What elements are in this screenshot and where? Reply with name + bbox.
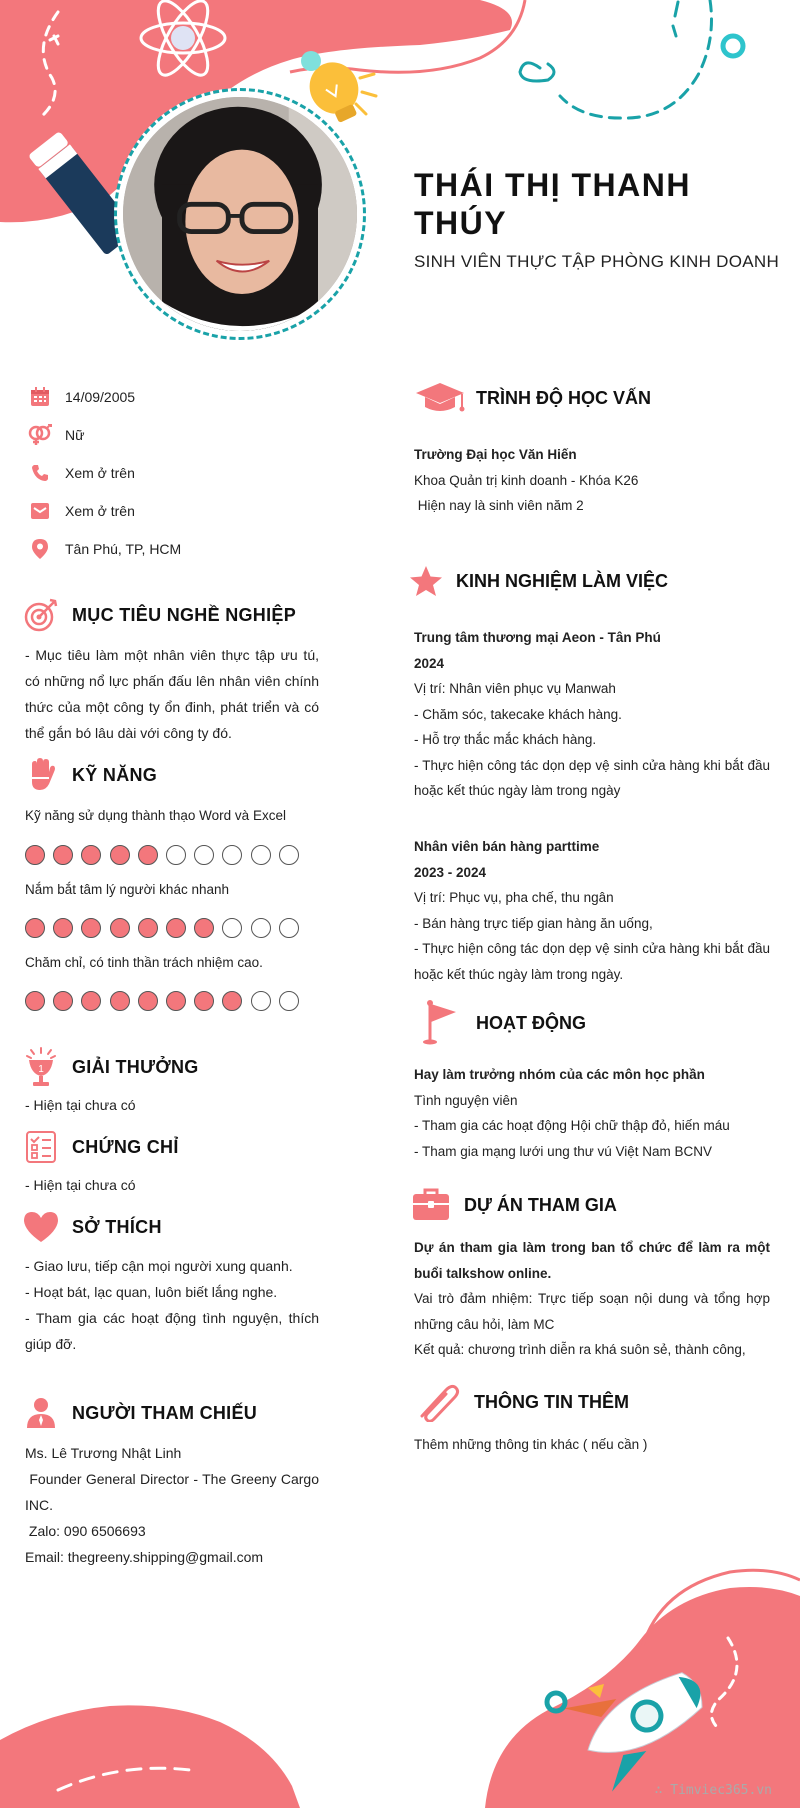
watermark: ∴ Timviec365.vn [654, 1783, 772, 1798]
skill-dot-empty [279, 845, 299, 865]
contact-email [28, 499, 135, 523]
skill-dot-empty [251, 845, 271, 865]
checklist-icon [22, 1128, 60, 1166]
phone-icon [28, 461, 52, 485]
more-title: THÔNG TIN THÊM [474, 1391, 629, 1412]
candidate-name: THÁI THỊ THANH THÚY [414, 167, 691, 241]
experience-period: 2024 [414, 655, 445, 671]
activities-line: Tình nguyện viên [414, 1092, 518, 1108]
experience-job [414, 625, 770, 804]
skill-rating [25, 845, 299, 865]
activities-heading [414, 1003, 586, 1043]
skill-dot-empty [279, 991, 299, 1011]
skill-dot-filled [25, 918, 45, 938]
certificates-title: CHỨNG CHỈ [72, 1136, 179, 1157]
activities-heading-text: Hay làm trưởng nhóm của các môn học phần [414, 1067, 705, 1082]
reference-line: Founder General Director - The Greeny Cargo INC. [25, 1471, 323, 1513]
contact-gender [28, 423, 84, 447]
education-heading [414, 378, 651, 418]
skill-dot-filled [166, 918, 186, 938]
reference-line: Email: thegreeny.shipping@gmail.com [25, 1549, 264, 1565]
skill-dot-filled [81, 845, 101, 865]
briefcase-icon [408, 1185, 454, 1225]
target-icon [22, 596, 60, 634]
more-text: Thêm những thông tin khác ( nếu cần ) [414, 1437, 648, 1452]
contact-birthday-text: 14/09/2005 [65, 389, 136, 405]
projects-heading-text: Dự án tham gia làm trong ban tổ chức để làm ra một buổi talkshow online. [414, 1240, 770, 1281]
experience-job [414, 834, 770, 987]
email-icon [28, 499, 52, 523]
hobbies-text [25, 1253, 319, 1357]
paperclip-icon [412, 1382, 464, 1422]
hobby-line: - Giao lưu, tiếp cận mọi người xung quanh. [25, 1258, 293, 1274]
certificates-heading [22, 1128, 179, 1166]
experience-company: Nhân viên bán hàng parttime [414, 839, 600, 854]
activities-text [414, 1062, 770, 1164]
experience-line: - Chăm sóc, takecake khách hàng. [414, 706, 622, 722]
skill-dot-filled [53, 918, 73, 938]
skill-dot-filled [138, 845, 158, 865]
contact-address-text: Tân Phú, TP, HCM [65, 541, 182, 557]
hobbies-title: SỞ THÍCH [72, 1216, 162, 1237]
awards-heading [22, 1048, 199, 1086]
star-icon [406, 561, 446, 601]
experience-company: Trung tâm thương mại Aeon - Tân Phú [414, 630, 661, 645]
experience-line: - Thực hiện công tác dọn dẹp vệ sinh cửa hàng khi bắt đầu hoặc kết thúc ngày làm trong ngày. [414, 941, 770, 982]
skills-title: KỸ NĂNG [72, 764, 158, 785]
skill-dot-filled [222, 991, 242, 1011]
education-line: Khoa Quản trị kinh doanh - Khóa K26 [414, 472, 639, 488]
projects-text [414, 1235, 770, 1363]
skill-dot-filled [110, 991, 130, 1011]
activities-line: - Tham gia mạng lưới ung thư vú Việt Nam BCNV [414, 1143, 713, 1159]
profile-photo-image [123, 97, 357, 331]
contact-gender-text: Nữ [65, 427, 85, 443]
activities-title: HOẠT ĐỘNG [476, 1012, 586, 1033]
awards-text: - Hiện tại chưa có [25, 1097, 136, 1113]
experience-line: - Thực hiện công tác dọn dẹp vệ sinh cửa hàng khi bắt đầu hoặc kết thúc ngày làm trong ngày [414, 757, 770, 798]
skill-dot-filled [53, 991, 73, 1011]
skill-name: Chăm chỉ, có tinh thần trách nhiệm cao. [25, 955, 263, 970]
projects-line: Vai trò đảm nhiệm: Trực tiếp soạn nội dung và tổng hợp những câu hỏi, làm MC [414, 1291, 770, 1332]
projects-title: DỰ ÁN THAM GIA [464, 1194, 617, 1215]
skill-dot-empty [251, 918, 271, 938]
skill-dot-filled [110, 918, 130, 938]
hobbies-heading [22, 1208, 162, 1246]
hobby-line: - Tham gia các hoạt động tình nguyện, thích giúp đỡ. [25, 1310, 319, 1352]
hobby-line: - Hoạt bát, lạc quan, luôn biết lắng nghe. [25, 1284, 278, 1300]
svg-text:1: 1 [38, 1064, 44, 1075]
skill-rating [25, 991, 299, 1011]
projects-heading [408, 1185, 617, 1225]
education-title: TRÌNH ĐỘ HỌC VẤN [476, 387, 651, 408]
contact-phone-text: Xem ở trên [65, 465, 135, 481]
skill-dot-empty [222, 845, 242, 865]
skill-dot-filled [110, 845, 130, 865]
skill-dot-empty [279, 918, 299, 938]
flag-icon [414, 1003, 466, 1043]
awards-title: GIẢI THƯỞNG [72, 1056, 199, 1077]
education-text [414, 442, 770, 519]
skill-dot-empty [222, 918, 242, 938]
skill-dot-empty [166, 845, 186, 865]
candidate-position: SINH VIÊN THỰC TẬP PHÒNG KINH DOANH [414, 252, 780, 271]
activities-line: - Tham gia các hoạt động Hội chữ thập đỏ, hiến máu [414, 1118, 730, 1133]
skill-dot-filled [194, 918, 214, 938]
reference-line: Ms. Lê Trương Nhật Linh [25, 1445, 182, 1461]
reference-title: NGƯỜI THAM CHIẾU [72, 1402, 258, 1423]
experience-period: 2023 - 2024 [414, 864, 487, 880]
profile-photo [114, 88, 366, 340]
skill-rating [25, 918, 299, 938]
heart-icon [22, 1208, 60, 1246]
skill-dot-filled [25, 845, 45, 865]
contact-address [28, 537, 181, 561]
skill-dot-filled [138, 991, 158, 1011]
skill-dot-empty [194, 845, 214, 865]
contact-email-text: Xem ở trên [65, 503, 135, 519]
calendar-icon [28, 385, 52, 409]
experience-line: - Hỗ trợ thắc mắc khách hàng. [414, 732, 597, 747]
reference-line: Zalo: 090 6506693 [25, 1523, 146, 1539]
graduation-cap-icon [414, 378, 466, 418]
gender-icon [28, 423, 52, 447]
objective-heading [22, 596, 296, 634]
objective-text: - Mục tiêu làm một nhân viên thực tập ưu tú, có những nổ lực phấn đấu lên nhân viên chính thức của một công ty ổn đinh, phát triển và có thể gắn bó lâu dài với công ty đó. [25, 647, 319, 741]
skill-name: Kỹ năng sử dụng thành thạo Word và Excel [25, 808, 286, 823]
skill-dot-filled [81, 991, 101, 1011]
more-heading [412, 1382, 629, 1422]
location-icon [28, 537, 52, 561]
skills-heading [22, 756, 157, 794]
skill-dot-filled [25, 991, 45, 1011]
experience-line: Vị trí: Phục vụ, pha chế, thu ngân [414, 890, 614, 905]
person-icon [22, 1394, 60, 1432]
trophy-icon [22, 1048, 60, 1086]
skill-dot-filled [166, 991, 186, 1011]
skill-dot-filled [138, 918, 158, 938]
hand-icon [22, 756, 60, 794]
education-school: Trường Đại học Văn Hiến [414, 447, 577, 462]
education-line: Hiện nay là sinh viên năm 2 [414, 498, 584, 513]
skill-dot-empty [251, 991, 271, 1011]
reference-heading [22, 1394, 257, 1432]
experience-heading [406, 561, 668, 601]
contact-birthday [28, 385, 135, 409]
certificates-text: - Hiện tại chưa có [25, 1177, 136, 1193]
experience-line: - Bán hàng trực tiếp gian hàng ăn uống, [414, 915, 653, 931]
skill-dot-filled [81, 918, 101, 938]
objective-title: MỤC TIÊU NGHỀ NGHIỆP [72, 604, 297, 625]
skill-name: Nắm bắt tâm lý người khác nhanh [25, 882, 229, 897]
projects-line: Kết quả: chương trình diễn ra khá suôn sẻ, thành công, [414, 1342, 746, 1357]
skill-dot-filled [53, 845, 73, 865]
experience-title: KINH NGHIỆM LÀM VIỆC [456, 570, 669, 591]
contact-phone [28, 461, 135, 485]
reference-text [25, 1440, 323, 1570]
skill-dot-filled [194, 991, 214, 1011]
experience-line: Vị trí: Nhân viên phục vụ Manwah [414, 681, 616, 696]
